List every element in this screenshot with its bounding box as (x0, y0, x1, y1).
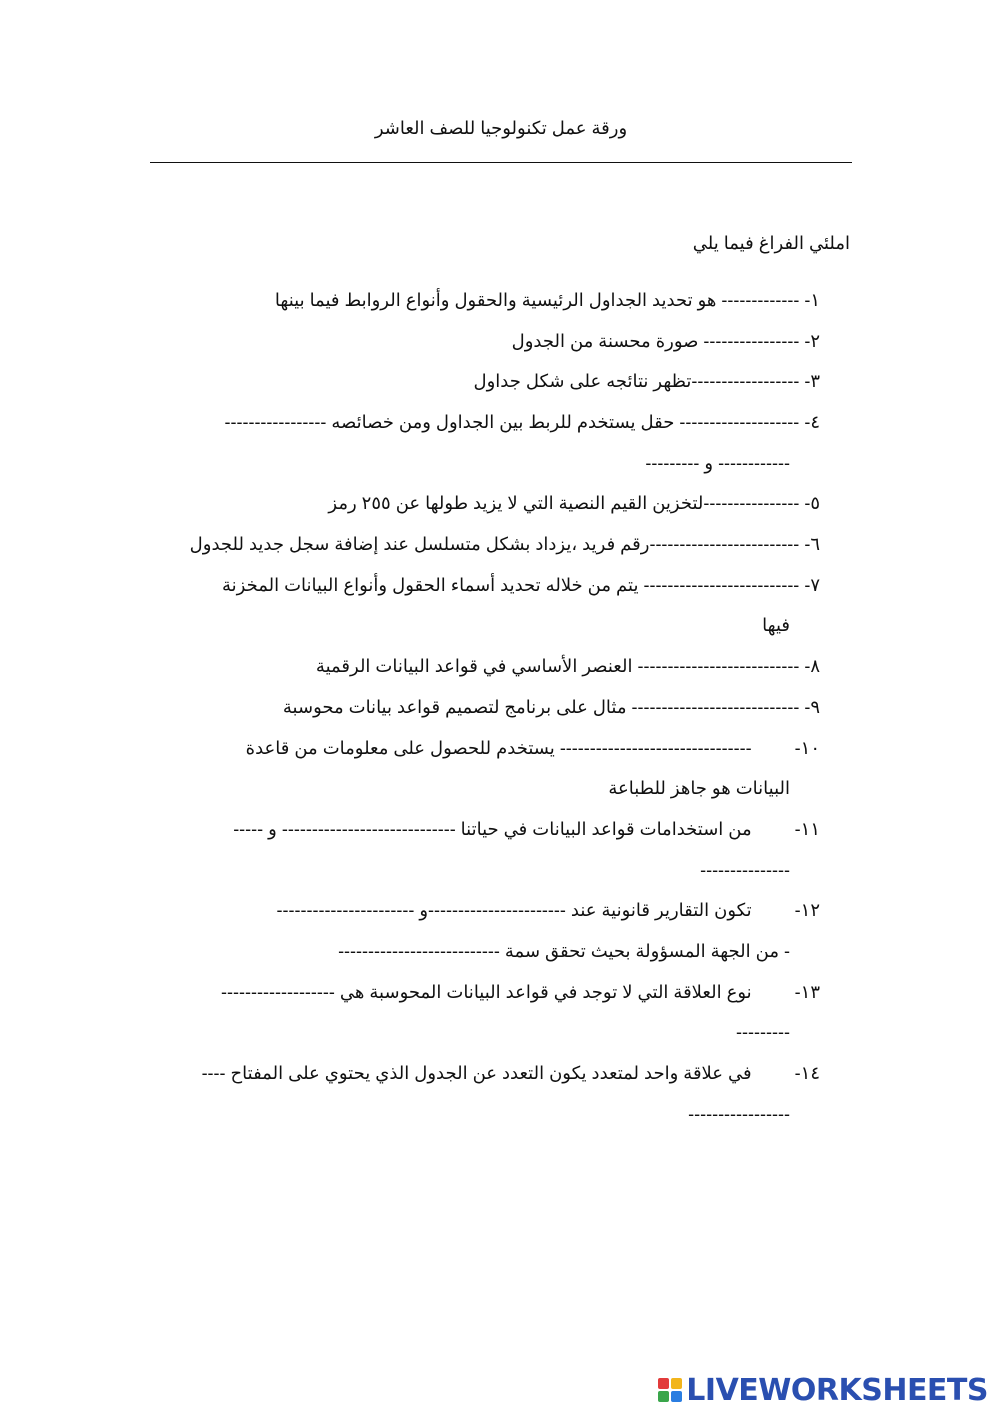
logo-tile (658, 1378, 669, 1389)
question-number: ١٣- (794, 982, 820, 1002)
question-14-continuation: ----------------- (688, 1104, 790, 1124)
logo-tile (658, 1391, 669, 1402)
question-number: ٦- (804, 534, 820, 554)
question-10 (246, 737, 820, 759)
question-11-continuation: --------------- (700, 860, 790, 880)
question-text: ------------------تظهر نتائجه على شكل جداول (473, 371, 800, 391)
question-number: ١٢- (794, 900, 820, 920)
question-11 (233, 818, 820, 840)
question-text: -------------------- حقل يستخدم للربط بين الجداول ومن خصائصه ----------------- (224, 412, 800, 432)
question-3 (474, 370, 821, 392)
question-text: --------------------------- العنصر الأساسي في قواعد البيانات الرقمية (315, 656, 800, 676)
question-4-continuation: ------------ و --------- (645, 453, 790, 473)
question-4 (224, 411, 820, 433)
question-10-continuation: البيانات هو جاهز للطباعة (608, 778, 790, 798)
instruction-text: املئي الفراغ فيما يلي (692, 233, 850, 253)
question-text: ---------------- صورة محسنة من الجدول (511, 331, 800, 351)
question-12 (276, 899, 820, 921)
question-text: -------------------------- يتم من خلاله تحديد أسماء الحقول وأنواع البيانات المخزنة (222, 575, 800, 595)
question-number: ٧- (804, 575, 820, 595)
question-5 (328, 492, 820, 514)
logo-tile (671, 1378, 682, 1389)
question-text: نوع العلاقة التي لا توجد في قواعد البيانات المحوسبة هي ------------------- (221, 982, 752, 1002)
question-13-continuation: --------- (736, 1022, 790, 1042)
question-12-continuation: - من الجهة المسؤولة بحيث تحقق سمة --------------------------- (338, 941, 790, 961)
liveworksheets-logo[interactable] (658, 1372, 988, 1408)
question-8 (316, 655, 820, 677)
question-9 (283, 696, 820, 718)
question-2 (512, 330, 820, 352)
question-7 (222, 574, 820, 596)
question-number: ٣- (804, 371, 820, 391)
question-text: من استخدامات قواعد البيانات في حياتنا ----------------------------- و ----- (233, 819, 752, 839)
question-number: ٩- (804, 697, 820, 717)
question-text: -------------------------رقم فريد ،يزداد بشكل متسلسل عند إضافة سجل جديد للجدول (189, 534, 800, 554)
question-text: -------------------------------- يستخدم للحصول على معلومات من قاعدة (245, 738, 752, 758)
brand-name: LIVEWORKSHEETS (686, 1372, 988, 1408)
question-text: ---------------------------- مثال على برنامج لتصميم قواعد بيانات محوسبة (282, 697, 800, 717)
question-number: ٢- (804, 331, 820, 351)
question-number: ٥- (804, 493, 820, 513)
question-1 (275, 289, 820, 311)
question-number: ١٠- (794, 738, 820, 758)
question-6 (190, 533, 820, 555)
question-14 (202, 1062, 820, 1084)
question-text: في علاقة واحد لمتعدد يكون التعدد عن الجدول الذي يحتوي على المفتاح ---- (201, 1063, 752, 1083)
page-title: ورقة عمل تكنولوجيا للصف العاشر (374, 118, 628, 138)
question-number: ١- (804, 290, 820, 310)
question-7-continuation: فيها (762, 615, 790, 635)
question-text: ------------- هو تحديد الجداول الرئيسية والحقول وأنواع الروابط فيما بينها (274, 290, 800, 310)
question-number: ١١- (794, 819, 820, 839)
question-13 (221, 981, 820, 1003)
question-text: ----------------لتخزين القيم النصية التي لا يزيد طولها عن ٢٥٥ رمز (328, 493, 800, 513)
question-number: ١٤- (794, 1063, 820, 1083)
question-number: ٨- (804, 656, 820, 676)
header-divider (150, 162, 852, 163)
question-number: ٤- (804, 412, 820, 432)
logo-tile (671, 1391, 682, 1402)
question-text: تكون التقارير قانونية عند -----------------------و ----------------------- (276, 900, 752, 920)
logo-grid-icon (658, 1378, 682, 1402)
